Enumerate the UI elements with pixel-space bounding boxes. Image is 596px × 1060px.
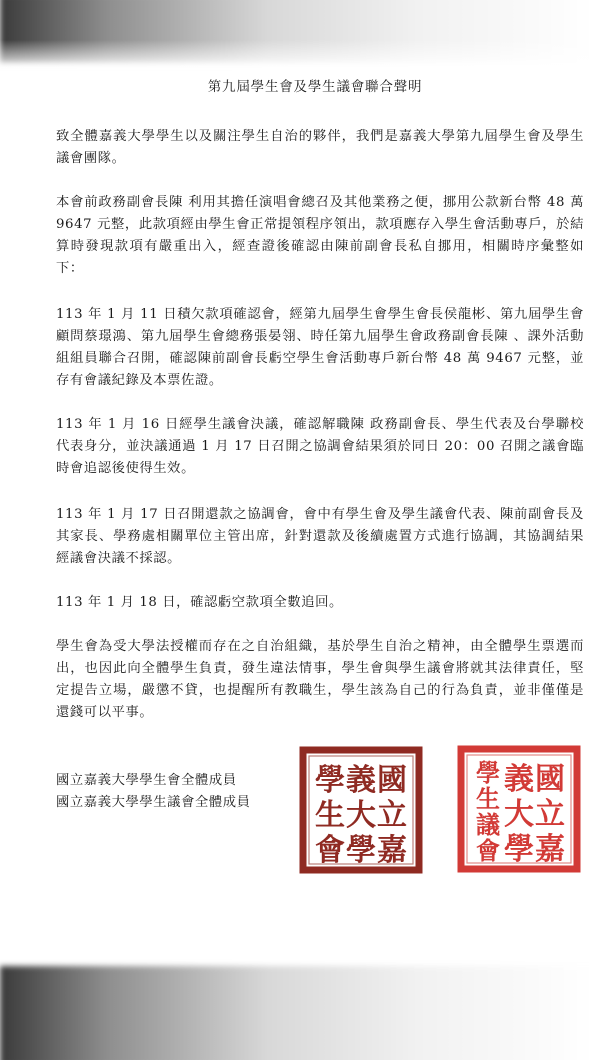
paragraph-incident: 本會前政務副會長陳 利用其擔任演唱會總召及其他業務之便，挪用公款新台幣 48 萬 9647 元整，此款項經由學生會正常提領程序領出，款項應存入學生會活動專戶，於結算時發現款項有嚴重出入，經查證後確認由陳前副會長私自挪用，相關時序彙整如下： (56, 195, 584, 276)
seal-1-char: 學 (315, 763, 345, 798)
seal-1-char: 嘉 (377, 833, 407, 868)
seal-2-char: 學 (476, 758, 500, 787)
paragraph-jan-18: 113 年 1 月 18 日，確認虧空款項全數追回。 (56, 595, 343, 610)
document-title: 第九屆學生會及學生議會聯合聲明 (207, 79, 423, 95)
seal-1-char: 義 (346, 763, 376, 798)
student-council-seal (457, 745, 581, 873)
seal-2-char: 嘉 (535, 832, 565, 867)
signer-student-association: 國立嘉義大學學生會全體成員 (56, 773, 237, 788)
paragraph-jan-11: 113 年 1 月 11 日積欠款項確認會，經第九屆學生會學生會長侯龍彬、第九屆學生會顧問蔡璟鴻、第九屆學生會總務張晏翎、時任第九屆學生會政務副會長陳 、課外活動組組員聯合召開，確認陳前副會長虧空學生會活動專戶新台幣 48 萬 9467 元整，並存有會議紀錄及本票佐證。 (56, 307, 584, 388)
seal-1-char: 立 (377, 798, 407, 833)
seal-1-char: 學 (346, 833, 376, 868)
seal-2-char: 會 (476, 836, 500, 865)
paragraph-jan-17: 113 年 1 月 17 日召開還款之協調會，會中有學生會及學生議會代表、陳前副會長及其家長、學務處相關單位主管出席，針對還款及後續處置方式進行協調，其協調結果經議會決議不採認。 (56, 507, 584, 566)
seal-1-char: 國 (377, 763, 407, 798)
student-association-seal (299, 746, 423, 874)
top-fade (0, 40, 596, 70)
paragraph-conclusion: 學生會為受大學法授權而存在之自治組織，基於學生自治之精神，由全體學生票選而出，也因此向全體學生負責，發生違法情事，學生會與學生議會將就其法律責任，堅定提告立場，嚴懲不貸，也提醒所有教職生，學生該為自己的行為負責，並非僅僅是還錢可以平事。 (56, 639, 584, 720)
statement-document (56, 76, 584, 724)
seal-2-char: 國 (535, 762, 565, 797)
blurred-bottom-band (0, 966, 596, 1060)
signers-block (56, 770, 251, 814)
paragraph-jan-16: 113 年 1 月 16 日經學生議會決議，確認解職陳 政務副會長、學生代表及台學聯校代表身分，並決議通過 1 月 17 日召開之協調會結果須於同日 20：00 召開之議會臨時會追認後使得生效。 (56, 417, 584, 476)
paragraph-greeting: 致全體嘉義大學學生以及關注學生自治的夥伴，我們是嘉義大學第九屆學生會及學生議會團隊。 (56, 129, 584, 166)
seal-2-char: 生 (476, 784, 500, 813)
seal-1-char: 大 (346, 798, 376, 833)
seal-1-char: 生 (315, 798, 345, 833)
seal-2-char: 議 (476, 810, 500, 839)
seal-2-char: 義 (504, 762, 534, 797)
signer-student-council: 國立嘉義大學學生議會全體成員 (56, 795, 251, 810)
seal-2-char: 立 (535, 797, 565, 832)
seal-2-char: 學 (504, 832, 534, 867)
seal-2-char: 大 (504, 797, 534, 832)
seal-1-char: 會 (315, 833, 345, 868)
